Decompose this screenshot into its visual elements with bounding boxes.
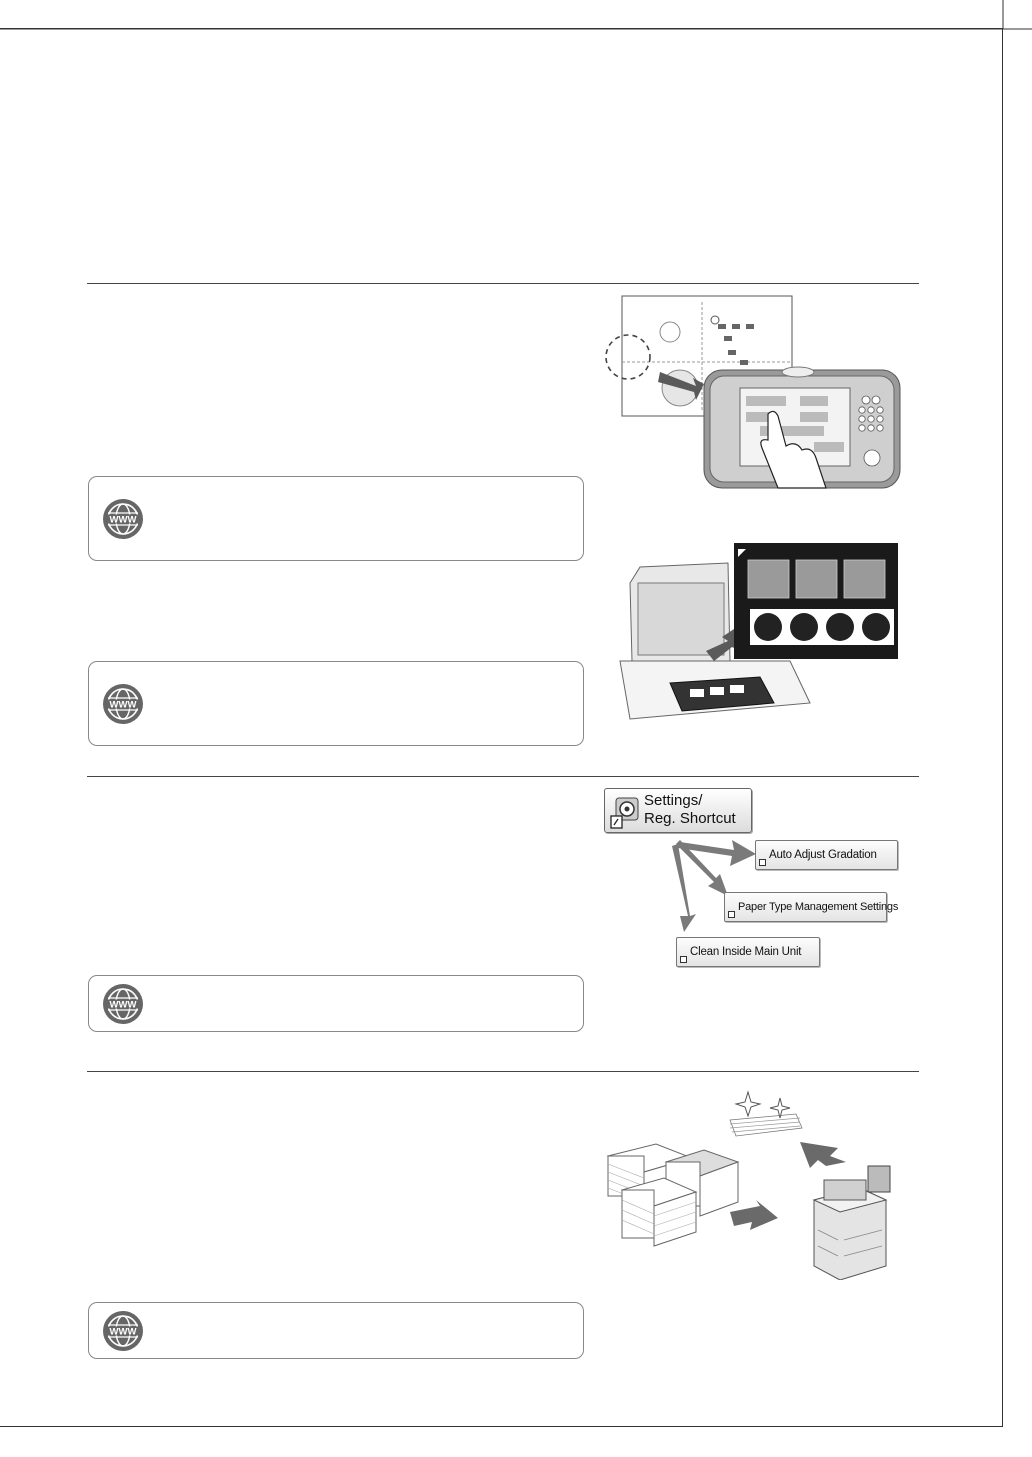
www-globe-icon xyxy=(102,683,144,725)
settings-button-label xyxy=(644,792,736,828)
www-globe-icon xyxy=(102,1310,144,1352)
svg-text:WWW: WWW xyxy=(109,514,137,526)
section-divider-1 xyxy=(87,283,919,284)
web-note-box-1 xyxy=(88,476,584,561)
shortcut-icon xyxy=(728,911,735,918)
clean-inside-main-unit-label: Clean Inside Main Unit xyxy=(690,946,802,958)
web-note-box-4 xyxy=(88,1302,584,1359)
crop-marks xyxy=(0,0,1032,30)
settings-reg-shortcut-button[interactable] xyxy=(604,788,752,833)
auto-adjust-gradation-button[interactable] xyxy=(755,840,898,870)
web-note-box-2 xyxy=(88,661,584,746)
www-globe-icon xyxy=(102,983,144,1025)
settings-label-line2: Reg. Shortcut xyxy=(644,810,736,827)
section-divider-3 xyxy=(87,1071,919,1072)
section-divider-2 xyxy=(87,776,919,777)
shortcut-icon xyxy=(680,956,687,963)
settings-gear-icon xyxy=(610,796,640,830)
svg-text:WWW: WWW xyxy=(109,1326,137,1338)
web-note-box-3 xyxy=(88,975,584,1032)
svg-text:WWW: WWW xyxy=(109,699,137,711)
svg-text:WWW: WWW xyxy=(109,999,137,1011)
paper-type-management-settings-label: Paper Type Management Settings xyxy=(738,901,899,913)
scanner-illustration xyxy=(610,543,902,733)
clean-inside-main-unit-button[interactable] xyxy=(676,937,820,967)
touch-panel-illustration xyxy=(600,292,905,492)
www-globe-icon xyxy=(102,498,144,540)
auto-adjust-gradation-label: Auto Adjust Gradation xyxy=(769,849,877,861)
settings-label-line1: Settings/ xyxy=(644,792,703,809)
paper-type-management-settings-button[interactable] xyxy=(724,892,899,922)
shortcut-icon xyxy=(759,859,766,866)
paper-stacks-printer-illustration xyxy=(600,1080,900,1280)
